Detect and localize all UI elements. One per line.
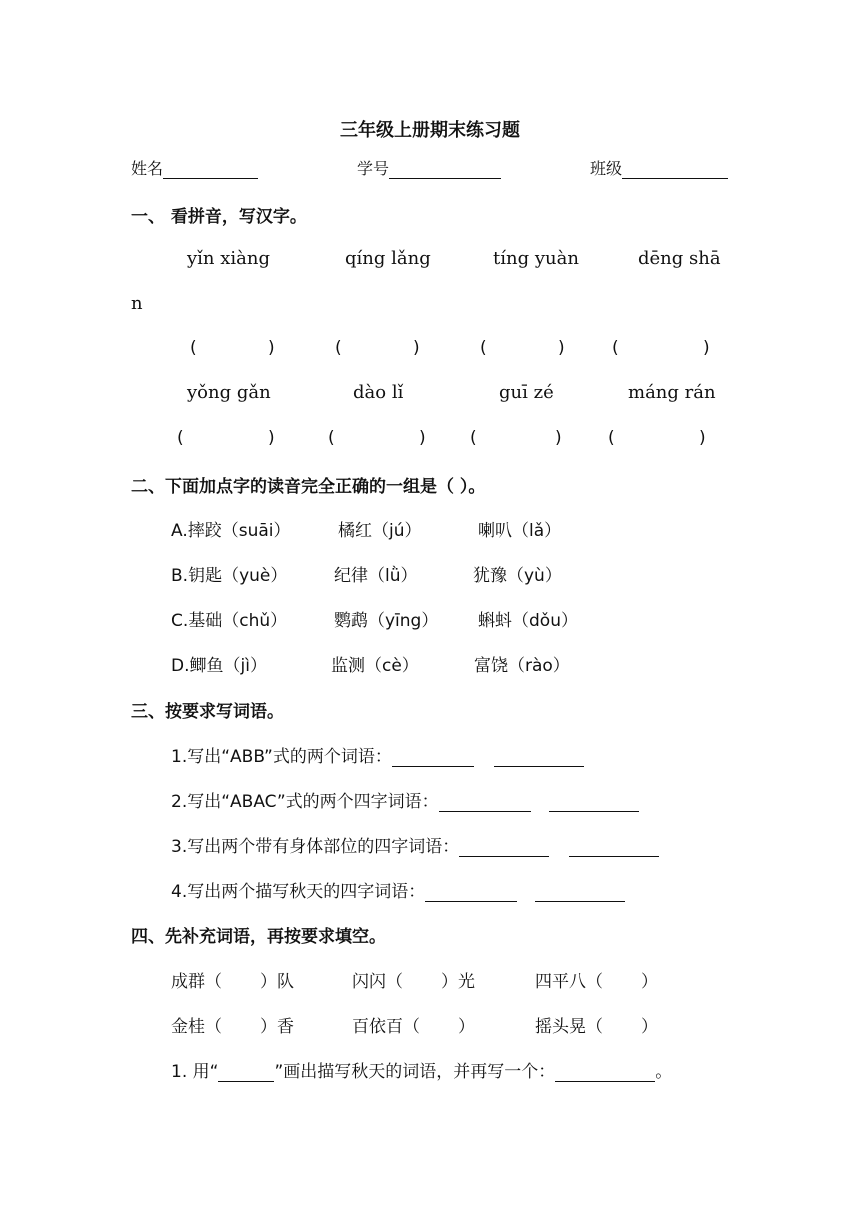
idiom-1-part-b: ）队 xyxy=(260,972,294,992)
underline-sample xyxy=(218,1063,274,1082)
answer-paren-open: ( xyxy=(335,338,342,358)
student-id-blank[interactable] xyxy=(389,160,501,179)
name-field xyxy=(131,156,258,179)
idiom-4 xyxy=(171,1012,294,1037)
answer-blank[interactable] xyxy=(555,1063,655,1082)
question-underline-part-a: 1. 用“ xyxy=(171,1062,219,1082)
answer-paren-open: ( xyxy=(190,338,197,358)
answer-paren-close: ) xyxy=(268,338,275,358)
answer-paren-close: ) xyxy=(703,338,710,358)
idiom-1-part-a: 成群（ xyxy=(171,972,222,992)
answer-paren-open: ( xyxy=(608,428,615,448)
answer-blank[interactable] xyxy=(494,748,584,767)
option-c-3: 蝌蚪（dǒu） xyxy=(478,611,578,631)
idiom-5-part-a: 百依百（ xyxy=(352,1017,420,1037)
pinyin-2: qíng lǎng xyxy=(345,248,431,269)
answer-paren-open: ( xyxy=(480,338,487,358)
question-underline-end: 。 xyxy=(655,1062,673,1082)
section2-heading: 二、下面加点字的读音完全正确的一组是（ ）。 xyxy=(131,477,486,497)
idiom-6-part-a: 摇头晃（ xyxy=(535,1017,603,1037)
option-a-1: A.摔跤（suāi） xyxy=(171,521,291,541)
option-c-2: 鹦鹉（yīng） xyxy=(334,611,439,631)
idiom-3 xyxy=(535,967,658,992)
idiom-3-part-a: 四平八（ xyxy=(535,972,603,992)
idiom-4-part-a: 金桂（ xyxy=(171,1017,222,1037)
idiom-6 xyxy=(535,1012,658,1037)
pinyin-7: guī zé xyxy=(499,382,554,403)
answer-paren-close: ) xyxy=(413,338,420,358)
question-abac-text: 2.写出“ABAC”式的两个四字词语： xyxy=(171,792,439,812)
answer-blank[interactable] xyxy=(569,838,659,857)
pinyin-8: máng rán xyxy=(628,382,716,403)
question-abac xyxy=(171,787,639,812)
question-abb-text: 1.写出“ABB”式的两个词语： xyxy=(171,747,392,767)
option-c-1: C.基础（chǔ） xyxy=(171,611,288,631)
pinyin-6: dào lǐ xyxy=(353,382,404,403)
answer-paren-close: ) xyxy=(268,428,275,448)
section3-heading: 三、按要求写词语。 xyxy=(131,702,284,722)
answer-paren-close: ) xyxy=(699,428,706,448)
answer-paren-open: ( xyxy=(177,428,184,448)
student-id-field xyxy=(357,156,501,179)
class-blank[interactable] xyxy=(622,160,728,179)
question-body-parts xyxy=(171,832,659,857)
option-a-3: 喇叭（lǎ） xyxy=(478,521,562,541)
option-b-3: 犹豫（yù） xyxy=(473,566,562,586)
question-underline-part-b: ”画出描写秋天的词语，并再写一个： xyxy=(274,1062,556,1082)
answer-paren-open: ( xyxy=(470,428,477,448)
question-autumn-text: 4.写出两个描写秋天的四字词语： xyxy=(171,882,426,902)
option-b-2: 纪律（lǜ） xyxy=(334,566,418,586)
name-blank[interactable] xyxy=(163,160,258,179)
section1-heading: 一、 看拼音，写汉字。 xyxy=(131,207,307,227)
answer-blank[interactable] xyxy=(425,883,517,902)
idiom-1 xyxy=(171,967,294,992)
pinyin-4-wrap: n xyxy=(131,293,143,314)
pinyin-1: yǐn xiàng xyxy=(187,248,270,269)
idiom-6-part-b: ） xyxy=(641,1017,658,1037)
question-abb xyxy=(171,742,584,767)
section4-heading: 四、先补充词语，再按要求填空。 xyxy=(131,927,386,947)
idiom-5-part-b: ） xyxy=(458,1017,475,1037)
name-label: 姓名 xyxy=(131,159,164,178)
question-autumn xyxy=(171,877,625,902)
answer-paren-close: ) xyxy=(558,338,565,358)
option-d-3: 富饶（rào） xyxy=(474,656,570,676)
class-label: 班级 xyxy=(590,159,623,178)
pinyin-4: dēng shā xyxy=(638,248,721,269)
answer-paren-open: ( xyxy=(328,428,335,448)
answer-paren-close: ) xyxy=(419,428,426,448)
answer-paren-open: ( xyxy=(612,338,619,358)
idiom-2 xyxy=(352,967,475,992)
answer-paren-close: ) xyxy=(555,428,562,448)
class-field xyxy=(590,156,728,179)
idiom-5 xyxy=(352,1012,475,1037)
idiom-2-part-a: 闪闪（ xyxy=(352,972,403,992)
option-a-2: 橘红（jú） xyxy=(338,521,422,541)
idiom-3-part-b: ） xyxy=(641,972,658,992)
answer-blank[interactable] xyxy=(535,883,625,902)
answer-blank[interactable] xyxy=(459,838,549,857)
answer-blank[interactable] xyxy=(549,793,639,812)
student-id-label: 学号 xyxy=(357,159,390,178)
option-d-2: 监测（cè） xyxy=(331,656,419,676)
option-b-1: B.钥匙（yuè） xyxy=(171,566,288,586)
question-underline-autumn xyxy=(171,1057,672,1082)
option-d-1: D.鲫鱼（jì） xyxy=(171,656,267,676)
answer-blank[interactable] xyxy=(439,793,531,812)
question-body-parts-text: 3.写出两个带有身体部位的四字词语： xyxy=(171,837,460,857)
page-title: 三年级上册期末练习题 xyxy=(340,120,520,141)
pinyin-3: tíng yuàn xyxy=(493,248,579,269)
answer-blank[interactable] xyxy=(392,748,474,767)
idiom-4-part-b: ）香 xyxy=(260,1017,294,1037)
idiom-2-part-b: ）光 xyxy=(441,972,475,992)
pinyin-5: yǒng gǎn xyxy=(187,382,271,403)
